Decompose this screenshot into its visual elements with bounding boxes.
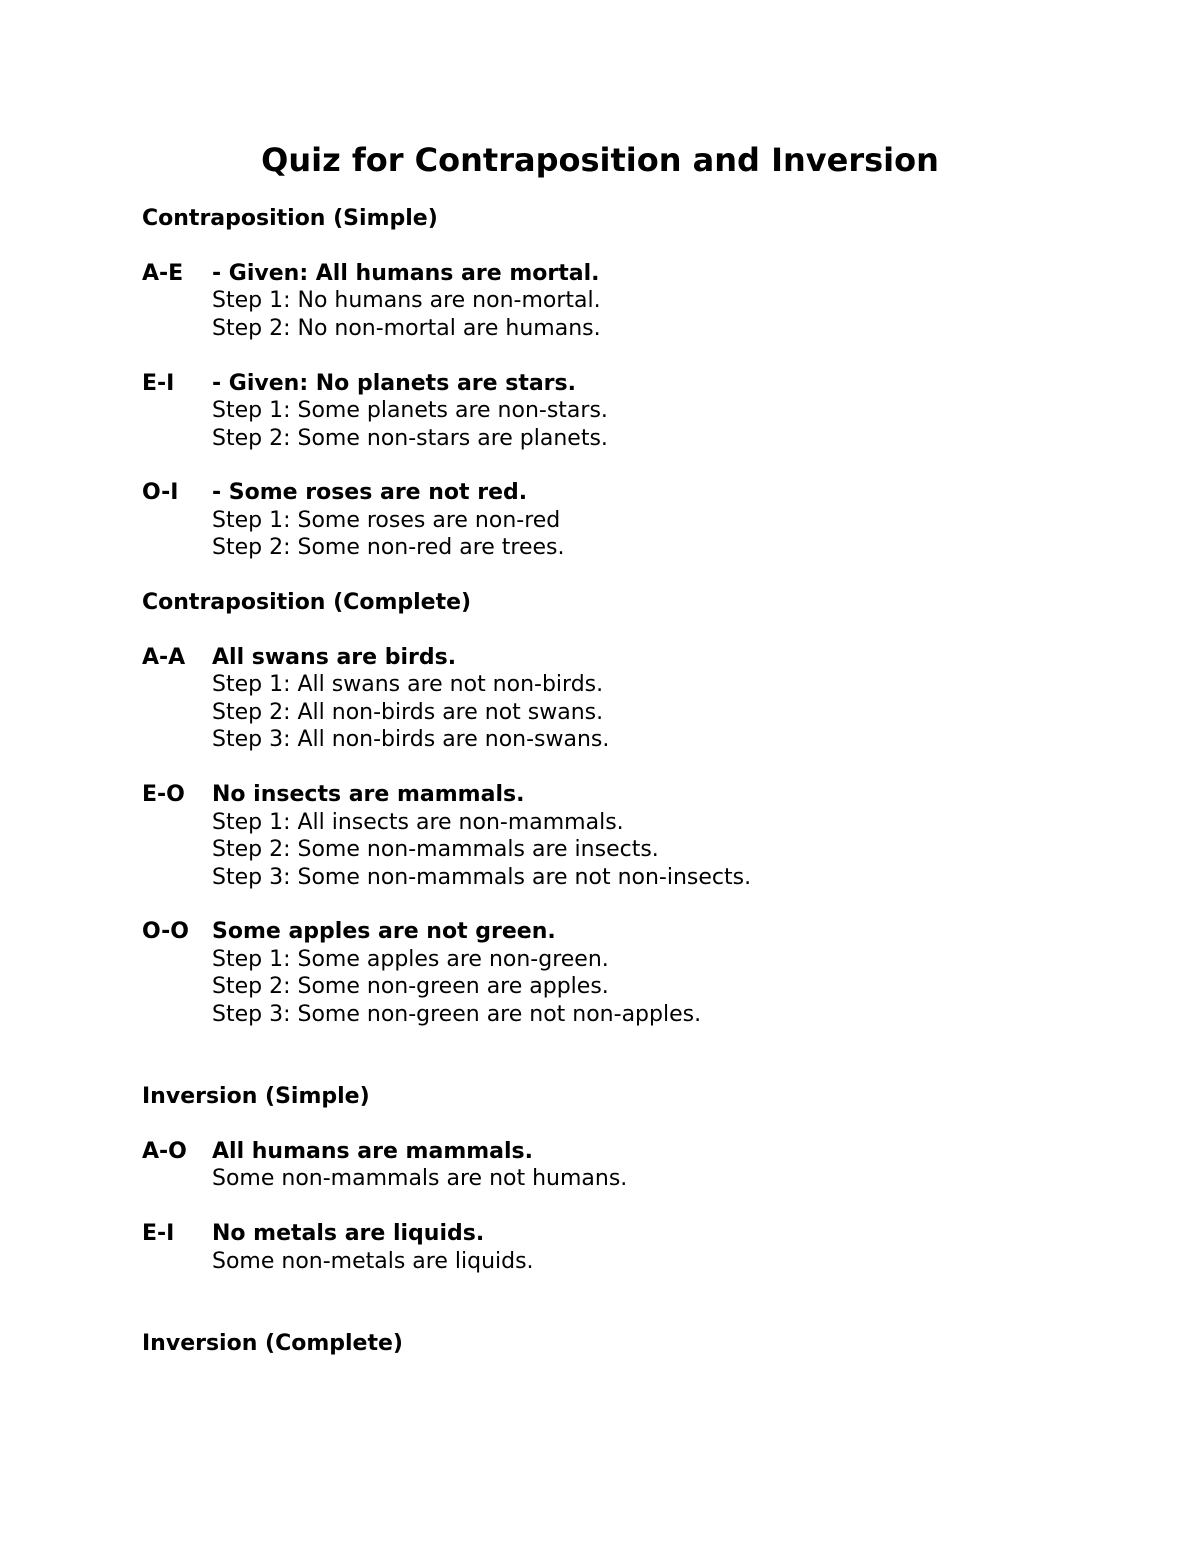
section-heading-contraposition-complete: Contraposition (Complete) <box>142 590 472 615</box>
section-heading-inversion-simple: Inversion (Simple) <box>142 1084 370 1109</box>
item-step: Step 2: All non-birds are not swans. <box>212 700 604 725</box>
item-given: - Given: No planets are stars. <box>212 371 576 396</box>
item-step: Some non-mammals are not humans. <box>212 1166 628 1191</box>
item-step: Step 2: No non-mortal are humans. <box>212 316 601 341</box>
item-step: Step 2: Some non-green are apples. <box>212 974 609 999</box>
item-step: Step 1: Some roses are non-red <box>212 508 561 533</box>
item-step: Step 3: Some non-mammals are not non-insects. <box>212 865 752 890</box>
item-code: A-O <box>142 1139 187 1164</box>
section-heading-inversion-complete: Inversion (Complete) <box>142 1331 403 1356</box>
item-step: Step 3: All non-birds are non-swans. <box>212 727 610 752</box>
item-given: All swans are birds. <box>212 645 457 670</box>
item-step: Step 3: Some non-green are not non-apples. <box>212 1002 702 1027</box>
item-code: A-E <box>142 261 184 286</box>
item-step: Step 1: No humans are non-mortal. <box>212 288 601 313</box>
item-step: Step 2: Some non-stars are planets. <box>212 426 608 451</box>
item-given: No metals are liquids. <box>212 1221 485 1246</box>
item-step: Some non-metals are liquids. <box>212 1249 534 1274</box>
item-step: Step 1: All insects are non-mammals. <box>212 810 624 835</box>
item-step: Step 2: Some non-red are trees. <box>212 535 565 560</box>
item-given: No insects are mammals. <box>212 782 525 807</box>
item-given: Some apples are not green. <box>212 919 556 944</box>
item-step: Step 1: Some planets are non-stars. <box>212 398 608 423</box>
item-code: O-O <box>142 919 189 944</box>
item-step: Step 1: Some apples are non-green. <box>212 947 609 972</box>
item-given: - Some roses are not red. <box>212 480 528 505</box>
item-code: E-O <box>142 782 185 807</box>
item-step: Step 2: Some non-mammals are insects. <box>212 837 659 862</box>
item-code: A-A <box>142 645 186 670</box>
item-code: E-I <box>142 371 175 396</box>
section-heading-contraposition-simple: Contraposition (Simple) <box>142 206 438 231</box>
item-given: All humans are mammals. <box>212 1139 534 1164</box>
item-given: - Given: All humans are mortal. <box>212 261 600 286</box>
page-title: Quiz for Contraposition and Inversion <box>261 141 939 179</box>
item-code: O-I <box>142 480 179 505</box>
item-step: Step 1: All swans are not non-birds. <box>212 672 604 697</box>
item-code: E-I <box>142 1221 175 1246</box>
